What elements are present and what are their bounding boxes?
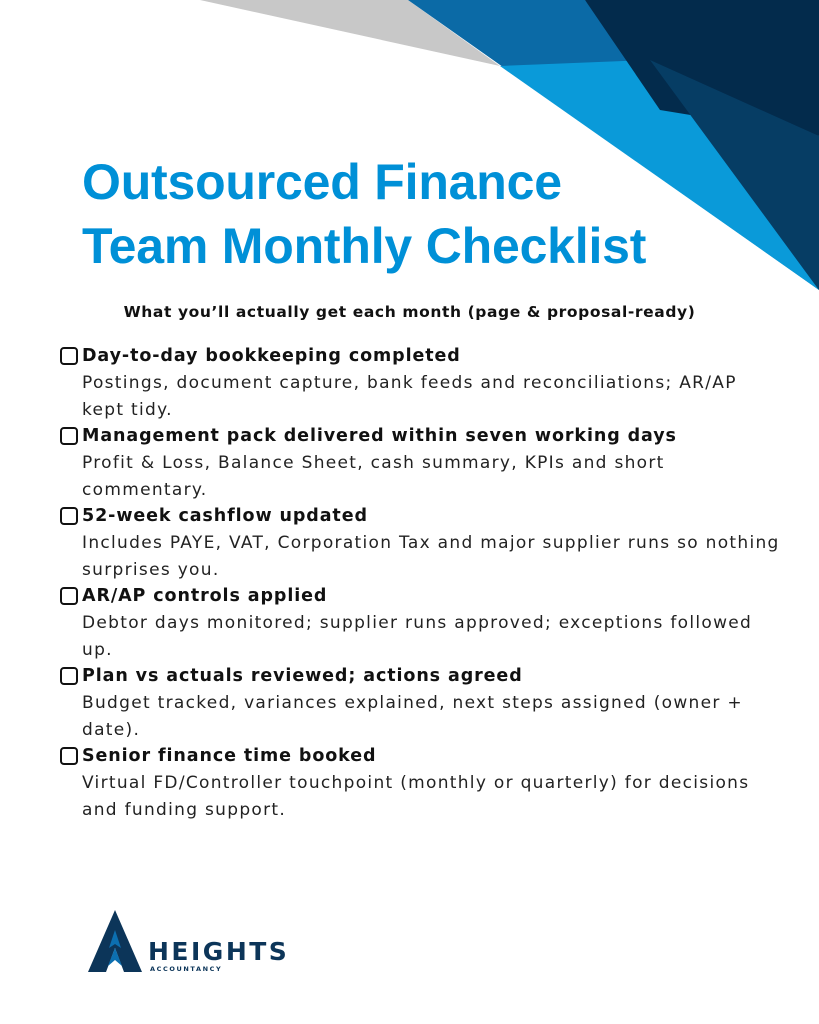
checklist-item-description: Postings, document capture, bank feeds and reconciliations; AR/AP kept tidy. [82, 373, 737, 420]
checklist-item-title: Day-to-day bookkeeping completed [82, 346, 461, 366]
checklist-item [60, 743, 780, 823]
checklist-item-title: 52-week cashflow updated [82, 506, 368, 526]
checklist-item-title: Management pack delivered within seven working days [82, 426, 677, 446]
checklist-item [60, 423, 780, 503]
checkbox[interactable] [60, 347, 78, 365]
mountain-peak-icon [86, 908, 144, 974]
logo-tagline: ACCOUNTANCY [150, 965, 223, 973]
checklist-item-description: Virtual FD/Controller touchpoint (monthly or quarterly) for decisions and funding support. [82, 773, 750, 820]
page-subtitle: What you’ll actually get each month (page & proposal-ready) [123, 303, 696, 321]
checklist-item-description: Profit & Loss, Balance Sheet, cash summary, KPIs and short commentary. [82, 453, 665, 500]
page-title-line-1: Outsourced Finance [82, 154, 562, 210]
checklist-item-title: Senior finance time booked [82, 746, 377, 766]
checklist-item-description: Budget tracked, variances explained, next steps assigned (owner + date). [82, 693, 743, 740]
checklist-item [60, 663, 780, 743]
monthly-checklist [60, 343, 780, 823]
checkbox[interactable] [60, 667, 78, 685]
checklist-item [60, 343, 780, 423]
checkbox[interactable] [60, 747, 78, 765]
checklist-item [60, 583, 780, 663]
checklist-item-description: Debtor days monitored; supplier runs approved; exceptions followed up. [82, 613, 753, 660]
page-title-line-2: Team Monthly Checklist [82, 218, 647, 274]
checklist-item-title: Plan vs actuals reviewed; actions agreed [82, 666, 523, 686]
checklist-item-description: Includes PAYE, VAT, Corporation Tax and major supplier runs so nothing surprises you. [82, 533, 780, 580]
checklist-item [60, 503, 780, 583]
checklist-item-title: AR/AP controls applied [82, 586, 328, 606]
logo-wordmark: HEIGHTS [148, 937, 290, 966]
checkbox[interactable] [60, 507, 78, 525]
page-title [82, 150, 646, 278]
checkbox[interactable] [60, 427, 78, 445]
heights-accountancy-logo [86, 908, 316, 974]
checkbox[interactable] [60, 587, 78, 605]
